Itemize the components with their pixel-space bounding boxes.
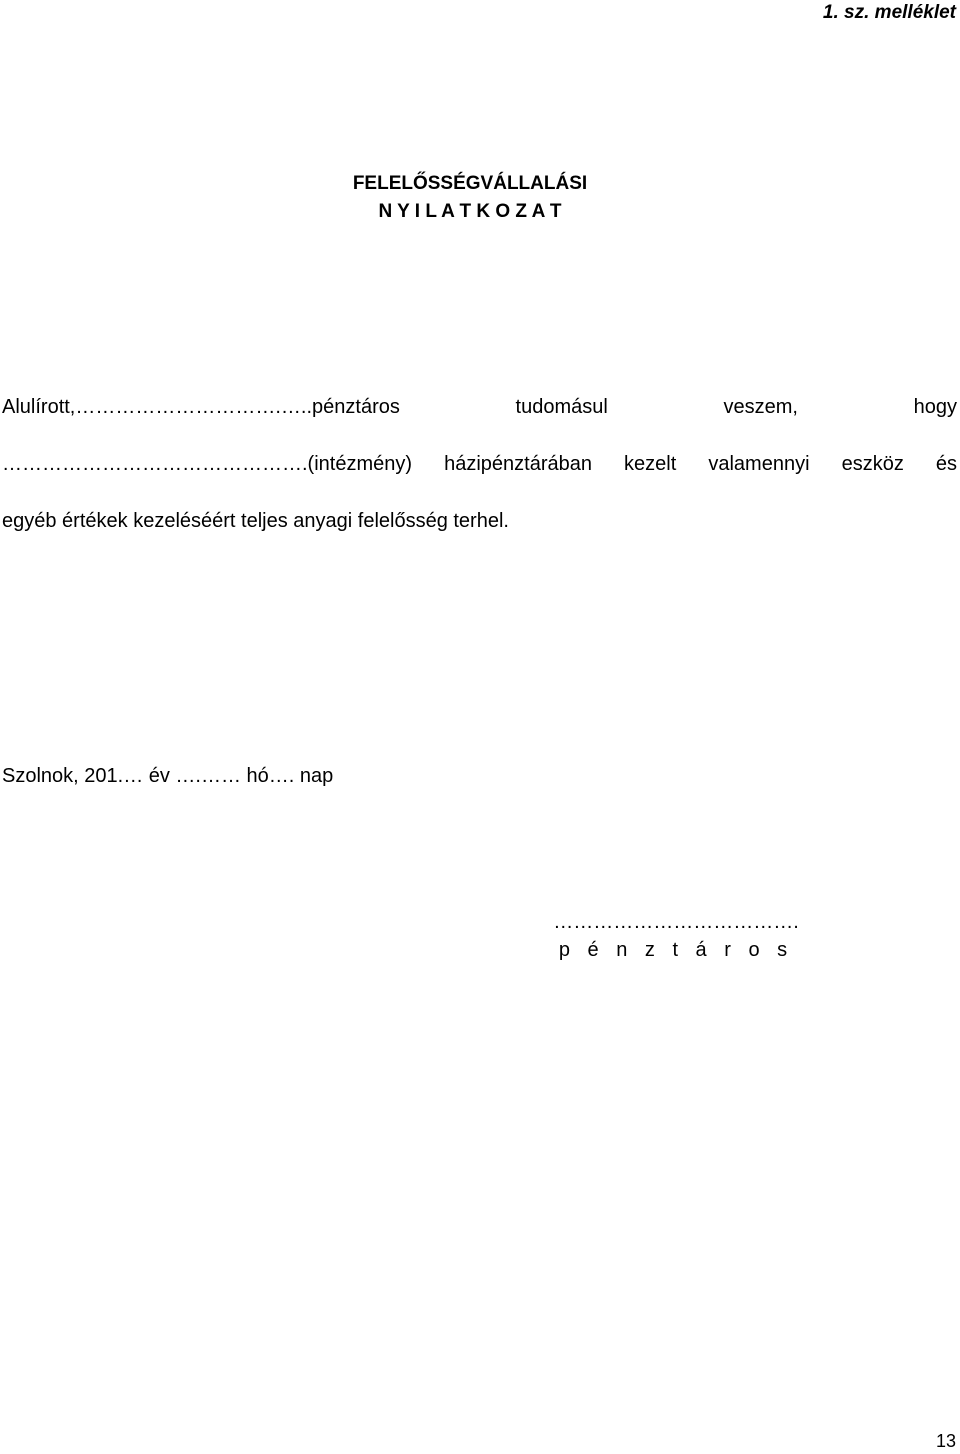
annex-label: 1. sz. melléklet	[822, 2, 956, 23]
statement-line-2: ……………………………………….(intézmény) házipénztárában kezelt valamennyi eszköz és	[2, 453, 957, 475]
page-number: 13	[935, 1431, 956, 1451]
title-line-1: FELELŐSSÉGVÁLLALÁSI	[352, 173, 588, 194]
date-line: Szolnok, 201.… év ….…… hó…. nap	[2, 765, 334, 787]
document-title	[0, 170, 940, 226]
signature-block	[548, 908, 804, 964]
signature-dots: ……………………………….	[553, 911, 799, 933]
signature-label: p é n z t á r o s	[558, 939, 794, 961]
statement-line-1: Alulírott,………………………….…..pénztáros tudomásul veszem, hogy	[2, 396, 957, 418]
title-line-2: N Y I L A T K O Z A T	[378, 201, 562, 222]
statement-line-3: egyéb értékek kezeléséért teljes anyagi felelősség terhel.	[2, 510, 509, 532]
